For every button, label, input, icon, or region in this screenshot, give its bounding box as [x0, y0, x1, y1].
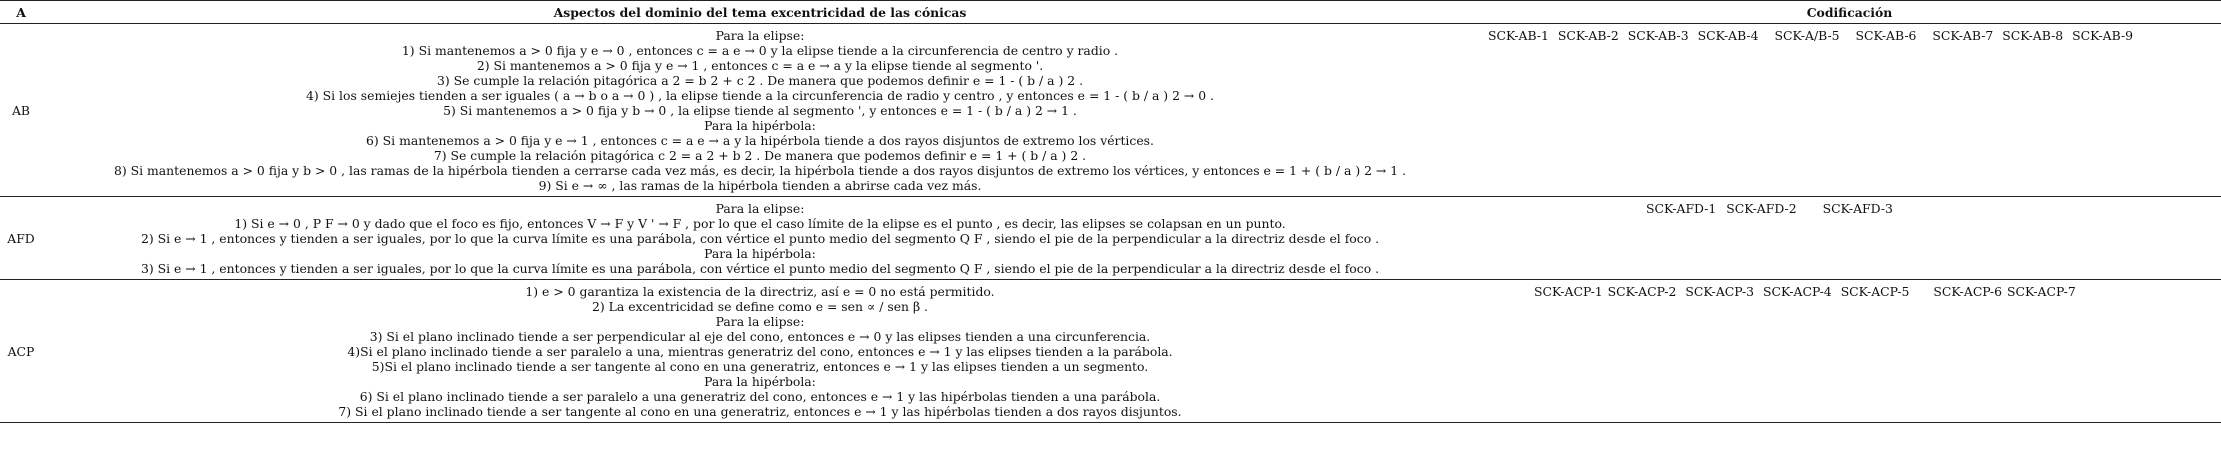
code-label: SCK-AB-2 [1557, 28, 1619, 43]
aspect-line: 2) Si mantenemos a > 0 fija y e → 1 , entonces c = a e → a y la elipse tiende al segmento '. [476, 58, 1044, 73]
aspect-line: 3) Si el plano inclinado tiende a ser perpendicular al eje del cono, entonces e → 0 y las elipses tienden a una circunferencia. [369, 329, 1151, 344]
codes-list [1488, 201, 2217, 216]
code-label: SCK-AFD-1 [1646, 201, 1717, 216]
aspect-line: 7) Si el plano inclinado tiende a ser tangente al cono en una generatriz, entonces e → 1 y las hipérbolas tienden a dos rayos disjuntos. [338, 404, 1182, 419]
code-label: SCK-ACP-7 [2007, 284, 2076, 299]
code-label: SCK-AB-6 [1855, 28, 1917, 43]
code-label: SCK-ACP-1 [1534, 284, 1603, 299]
aspect-line: 6) Si mantenemos a > 0 fija y e → 1 , entonces c = a e → a y la hipérbola tiende a dos rayos disjuntos de extremo los vértices. [366, 133, 1154, 148]
aspect-line: 5) Si mantenemos a > 0 fija y b → 0 , la elipse tiende al segmento ', y entonces e = 1 - ( b / a ) 2 → 1 . [443, 103, 1077, 118]
aspect-line: Para la elipse: [715, 28, 805, 43]
aspects-cell [42, 280, 1478, 423]
code-label: SCK-AFD-2 [1726, 201, 1797, 216]
aspect-line: 8) Si mantenemos a > 0 fija y b > 0 , las ramas de la hipérbola tienden a cerrarse cada vez más, es decir, la hipérbola tiende a dos rayos disjuntos de extremo los vértices, y entonces e = 1 + ( b / a ) 2 → 1 . [113, 163, 1407, 178]
code-label: SCK-AFD-3 [1822, 201, 1893, 216]
header-col-aspects: Aspectos del dominio del tema excentricidad de las cónicas [42, 1, 1478, 24]
aspect-line: 4) Si los semiejes tienden a ser iguales ( a → b o a → 0 ) , la elipse tiende a la circunferencia de radio y centro , y entonces e = 1 - ( b / a ) 2 → 0 . [306, 88, 1214, 103]
row-label: AFD [0, 197, 42, 280]
aspect-line: Para la hipérbola: [704, 374, 816, 389]
aspect-line: Para la hipérbola: [704, 246, 816, 261]
code-label: SCK-AB-8 [2002, 28, 2064, 43]
row-label: ACP [0, 280, 42, 423]
row-label: AB [0, 24, 42, 197]
code-label: SCK-ACP-2 [1607, 284, 1677, 299]
code-label: SCK-ACP-4 [1763, 284, 1832, 299]
aspect-line: 6) Si el plano inclinado tiende a ser paralelo a una generatriz del cono, entonces e → 1 y las hipérbolas tienden a una parábola. [359, 389, 1161, 404]
code-label: SCK-AB-4 [1697, 28, 1759, 43]
aspect-line: 1) e > 0 garantiza la existencia de la directriz, así e = 0 no está permitido. [525, 284, 995, 299]
code-label: SCK-ACP-3 [1685, 284, 1755, 299]
aspect-line: 2) Si e → 1 , entonces y tienden a ser iguales, por lo que la curva límite es una parábola, con vértice el punto medio del segmento Q F , siendo el pie de la perpendicular a la directriz desde el foco . [140, 231, 1380, 246]
aspect-line: 1) Si mantenemos a > 0 fija y e → 0 , entonces c = a e → 0 y la elipse tiende a la circunferencia de centro y radio . [401, 43, 1119, 58]
table-row-ab [0, 24, 2221, 197]
header-row [0, 1, 2221, 24]
aspect-line: 4)Si el plano inclinado tiende a ser paralelo a una, mientras generatriz del cono, entonces e → 1 y las elipses tienden a la parábola. [347, 344, 1173, 359]
aspect-line: 3) Si e → 1 , entonces y tienden a ser iguales, por lo que la curva límite es una parábola, con vértice el punto medio del segmento Q F , siendo el pie de la perpendicular a la directriz desde el foco . [140, 261, 1380, 276]
codes-cell [1478, 280, 2221, 423]
codes-list [1488, 284, 2217, 299]
code-label: SCK-A/B-5 [1774, 28, 1840, 43]
table-row-acp [0, 280, 2221, 423]
aspects-cell [42, 197, 1478, 280]
code-label: SCK-AB-7 [1932, 28, 1994, 43]
code-label: SCK-ACP-5 [1840, 284, 1910, 299]
aspects-cell [42, 24, 1478, 197]
code-label: SCK-ACP-6 [1933, 284, 2003, 299]
aspect-line: 5)Si el plano inclinado tiende a ser tangente al cono en una generatriz, entonces e → 1 y las elipses tienden a un segmento. [371, 359, 1149, 374]
aspect-line: Para la hipérbola: [704, 118, 816, 133]
header-col-a: A [0, 1, 42, 24]
aspect-line: Para la elipse: [715, 201, 805, 216]
aspect-line: 2) La excentricidad se define como e = sen ∝ / sen β . [592, 299, 928, 314]
codes-list [1488, 28, 2217, 43]
header-col-coding: Codificación [1478, 1, 2221, 24]
aspect-line: Para la elipse: [715, 314, 805, 329]
codes-cell [1478, 24, 2221, 197]
aspect-line: 3) Se cumple la relación pitagórica a 2 = b 2 + c 2 . De manera que podemos definir e = 1 - ( b / a ) 2 . [436, 73, 1084, 88]
code-label: SCK-AB-1 [1488, 28, 1549, 43]
aspect-line: 1) Si e → 0 , P F → 0 y dado que el foco es fijo, entonces V → F y V ' → F , por lo que el caso límite de la elipse es el punto , es decir, las elipses se colapsan en un punto. [234, 216, 1286, 231]
code-label: SCK-AB-9 [2072, 28, 2134, 43]
code-label: SCK-AB-3 [1627, 28, 1689, 43]
aspect-line: 7) Se cumple la relación pitagórica c 2 = a 2 + b 2 . De manera que podemos definir e = 1 + ( b / a ) 2 . [433, 148, 1087, 163]
table-row-afd [0, 197, 2221, 280]
codes-cell [1478, 197, 2221, 280]
aspect-line: 9) Si e → ∞ , las ramas de la hipérbola tienden a abrirse cada vez más. [538, 178, 982, 193]
